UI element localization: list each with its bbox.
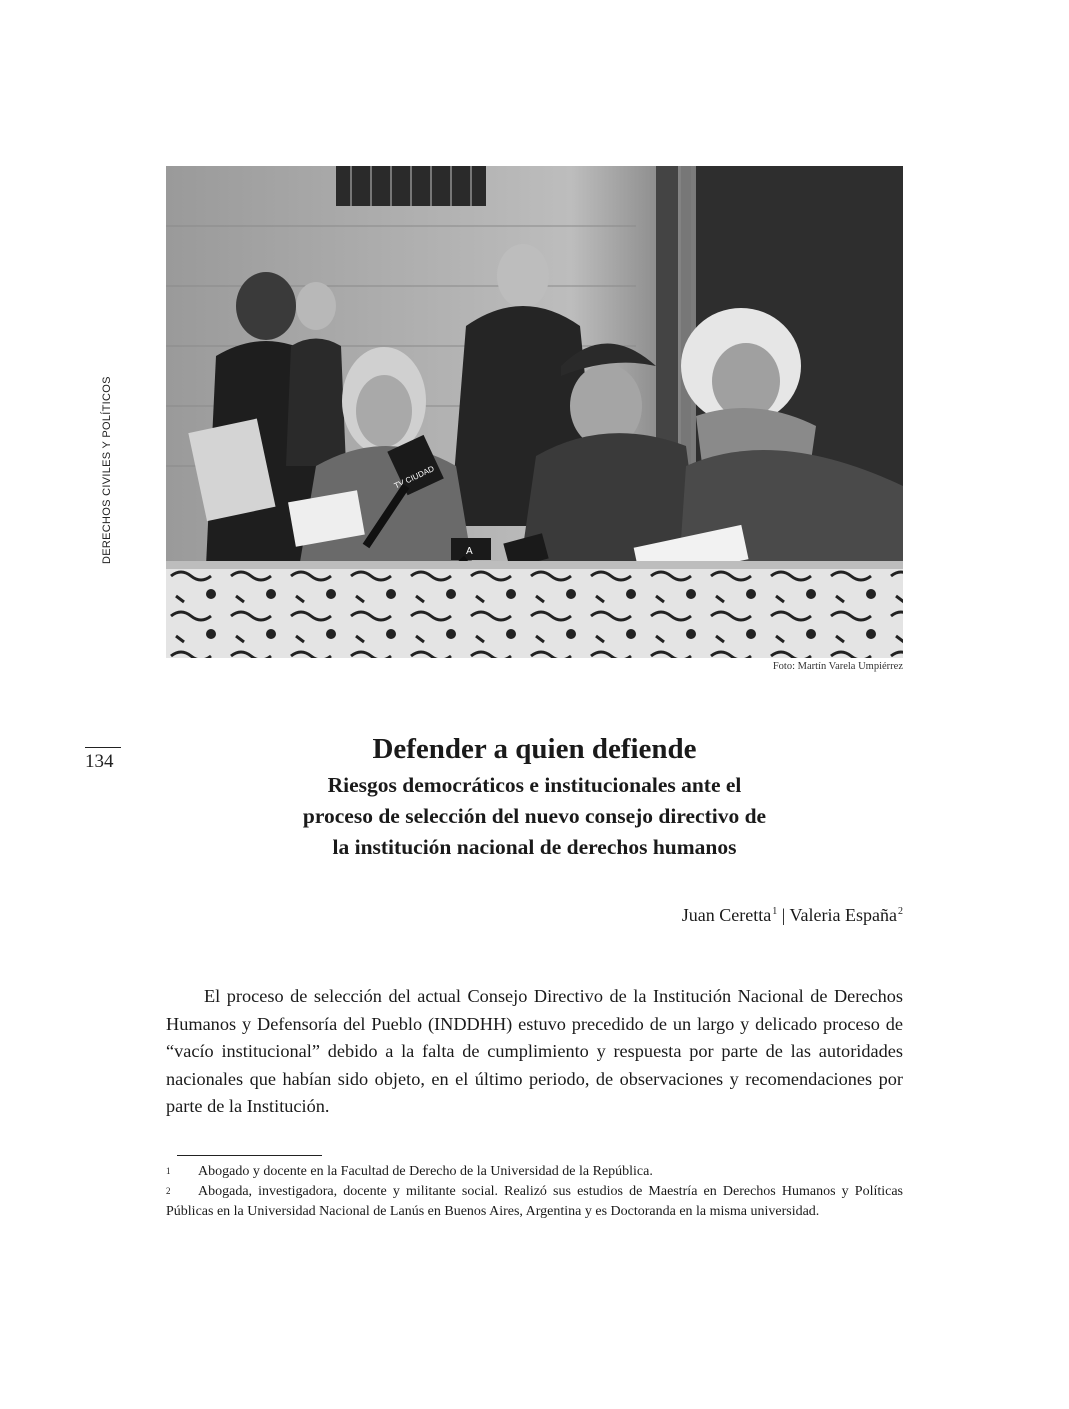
footnote-2 — [166, 1182, 903, 1222]
article-subtitle: Riesgos democráticos e institucionales ante el proceso de selección del nuevo consejo directivo de la institución nacional de derechos humanos — [302, 773, 767, 859]
section-side-label: DERECHOS CIVILES Y POLÍTICOS — [101, 376, 113, 564]
footnote-1 — [166, 1162, 903, 1182]
footnote-1-text: Abogado y docente en la Facultad de Derecho de la Universidad de la República. — [198, 1164, 653, 1179]
press-conference-photo — [166, 166, 903, 658]
footnote-1-number: 1 — [166, 1166, 171, 1176]
article-title: Defender a quien defiende — [372, 733, 697, 765]
author-1-footnote-ref: 1 — [772, 906, 778, 917]
authors-line — [682, 905, 903, 926]
mic-label-tv-ciudad: TV CIUDAD — [392, 464, 436, 491]
footnotes — [166, 1162, 903, 1222]
mic-label-a: A — [466, 546, 473, 557]
footnote-2-number: 2 — [166, 1186, 171, 1196]
page-number-rule — [85, 747, 121, 748]
footnote-2-text: Abogada, investigadora, docente y militante social. Realizó sus estudios de Maestría en Derechos Humanos y Políticas Públicas en la Universidad Nacional de Lanús en Buenos Aires, Argentina y es Doctoranda en la misma universidad. — [166, 1184, 903, 1219]
table-cloth — [166, 566, 903, 658]
page-number: 134 — [85, 751, 114, 772]
article-heading — [166, 732, 903, 863]
author-2: Valeria España — [789, 905, 897, 925]
body-paragraph: El proceso de selección del actual Consejo Directivo de la Institución Nacional de Derechos Humanos y Defensoría del Pueblo (INDDHH) estuvo precedido de un largo y delicado proceso de “vacío institucional” debido a la falta de cumplimiento y respuesta por parte de las autoridades nacionales que habían sido objeto, en el último periodo, de observaciones y recomendaciones por parte de la Institución. — [166, 986, 903, 1116]
footnote-rule — [177, 1155, 322, 1156]
author-2-footnote-ref: 2 — [898, 906, 903, 917]
author-1: Juan Ceretta — [681, 905, 772, 925]
author-separator: | — [777, 905, 790, 925]
photo-credit: Foto: Martín Varela Umpiérrez — [772, 661, 903, 672]
